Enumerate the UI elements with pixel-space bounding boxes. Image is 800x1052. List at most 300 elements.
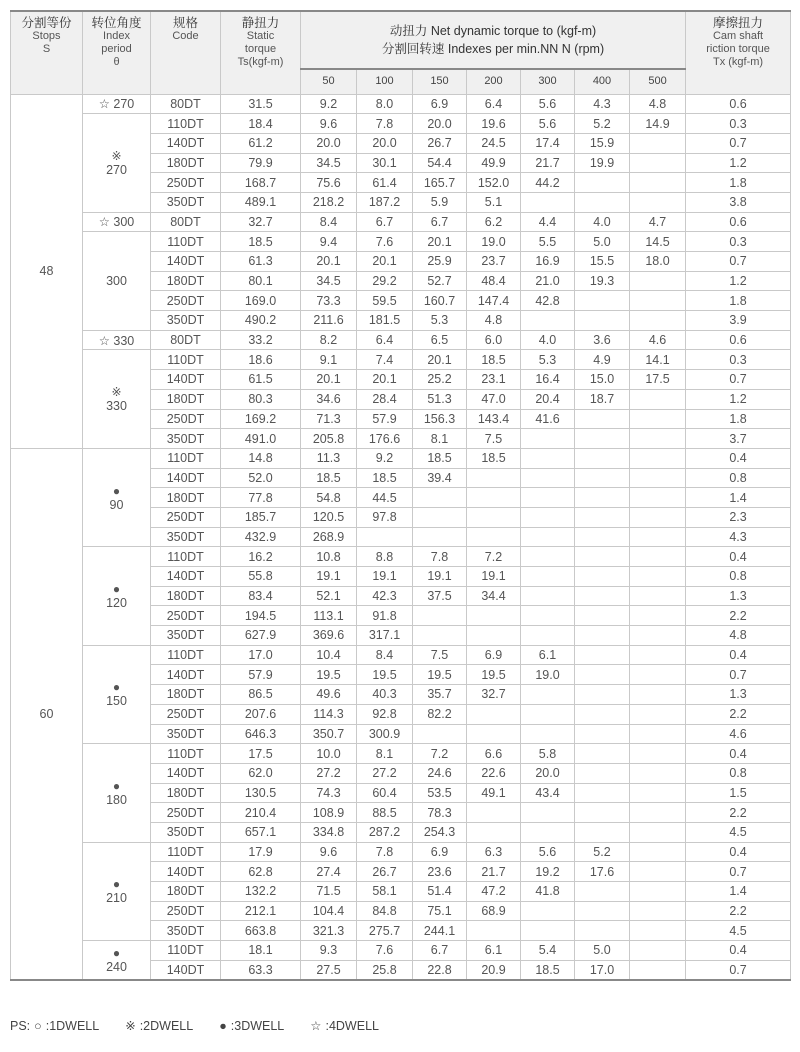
code-cell: 250DT bbox=[151, 409, 221, 429]
rpm-300-cell bbox=[521, 685, 575, 705]
friction-torque-cell: 0.7 bbox=[686, 960, 791, 980]
rpm-400-cell bbox=[575, 763, 630, 783]
rpm-300-cell: 18.5 bbox=[521, 960, 575, 980]
rpm-50-cell: 8.2 bbox=[301, 330, 357, 350]
rpm-150-cell: 35.7 bbox=[413, 685, 467, 705]
index-header-cn: 转位角度 bbox=[91, 16, 142, 30]
rpm-500-cell bbox=[630, 448, 686, 468]
rpm-150-cell: 6.7 bbox=[413, 941, 467, 961]
friction-torque-cell: 2.2 bbox=[686, 901, 791, 921]
rpm-150-cell: 53.5 bbox=[413, 783, 467, 803]
rpm-200-cell: 49.9 bbox=[467, 153, 521, 173]
code-cell: 110DT bbox=[151, 547, 221, 567]
rpm-500-cell bbox=[630, 803, 686, 823]
friction-torque-cell: 4.5 bbox=[686, 921, 791, 941]
rpm-100-cell: 7.6 bbox=[357, 232, 413, 252]
rpm-100-cell: 84.8 bbox=[357, 901, 413, 921]
rpm-500-cell bbox=[630, 960, 686, 980]
rpm-100-cell: 88.5 bbox=[357, 803, 413, 823]
rpm-300-cell bbox=[521, 803, 575, 823]
code-cell: 180DT bbox=[151, 271, 221, 291]
rpm-100-cell: 6.7 bbox=[357, 212, 413, 232]
friction-torque-cell: 2.3 bbox=[686, 507, 791, 527]
table-row bbox=[11, 842, 791, 862]
table-row bbox=[11, 94, 791, 114]
rpm-200-cell: 19.0 bbox=[467, 232, 521, 252]
rpm-150-cell: 7.2 bbox=[413, 744, 467, 764]
rpm-100-cell: 30.1 bbox=[357, 153, 413, 173]
friction-torque-cell: 1.3 bbox=[686, 685, 791, 705]
static-torque-cell: 212.1 bbox=[221, 901, 301, 921]
index-angle-value: 270 bbox=[106, 162, 127, 177]
rpm-100-cell: 29.2 bbox=[357, 271, 413, 291]
rpm-50-cell: 104.4 bbox=[301, 901, 357, 921]
rpm-150-cell: 18.5 bbox=[413, 448, 467, 468]
code-header-en: Code bbox=[172, 30, 199, 42]
rpm-50-cell: 9.2 bbox=[301, 94, 357, 114]
rpm-100-cell: 300.9 bbox=[357, 724, 413, 744]
code-cell: 250DT bbox=[151, 803, 221, 823]
rpm-150-cell: 6.7 bbox=[413, 212, 467, 232]
static-torque-cell: 31.5 bbox=[221, 94, 301, 114]
rpm-100-cell: 19.1 bbox=[357, 567, 413, 587]
rpm-150-cell: 26.7 bbox=[413, 133, 467, 153]
rpm-50-cell: 34.6 bbox=[301, 389, 357, 409]
rpm-150-cell: 254.3 bbox=[413, 822, 467, 842]
stops-header-symbol: S bbox=[42, 43, 51, 55]
rpm-400-cell bbox=[575, 173, 630, 193]
rpm-300-cell: 21.7 bbox=[521, 153, 575, 173]
rpm-400-cell: 5.0 bbox=[575, 941, 630, 961]
rpm-150-cell: 6.9 bbox=[413, 842, 467, 862]
friction-torque-cell: 1.4 bbox=[686, 488, 791, 508]
rpm-300-cell: 5.3 bbox=[521, 350, 575, 370]
rpm-300-cell: 20.4 bbox=[521, 389, 575, 409]
rpm-50-cell: 54.8 bbox=[301, 488, 357, 508]
rpm-150-cell: 51.4 bbox=[413, 882, 467, 902]
rpm-100-cell: 60.4 bbox=[357, 783, 413, 803]
friction-torque-cell: 1.3 bbox=[686, 586, 791, 606]
rpm-400-cell: 3.6 bbox=[575, 330, 630, 350]
code-cell: 350DT bbox=[151, 311, 221, 331]
rpm-400-cell bbox=[575, 429, 630, 449]
rpm-300-cell: 4.0 bbox=[521, 330, 575, 350]
rpm-400-cell: 15.0 bbox=[575, 370, 630, 390]
rpm-400-cell bbox=[575, 527, 630, 547]
rpm-200-cell: 68.9 bbox=[467, 901, 521, 921]
rpm-150-cell: 20.0 bbox=[413, 114, 467, 134]
friction-torque-cell: 3.7 bbox=[686, 429, 791, 449]
rpm-200-cell: 23.1 bbox=[467, 370, 521, 390]
static-header-unit: Ts(kgf-m) bbox=[237, 56, 284, 68]
dwell-3-symbol: ● bbox=[112, 778, 121, 793]
rpm-400-cell bbox=[575, 291, 630, 311]
rpm-500-cell bbox=[630, 488, 686, 508]
static-torque-cell: 86.5 bbox=[221, 685, 301, 705]
static-torque-cell: 132.2 bbox=[221, 882, 301, 902]
code-cell: 140DT bbox=[151, 252, 221, 272]
rpm-50-cell: 10.0 bbox=[301, 744, 357, 764]
rpm-150-cell: 23.6 bbox=[413, 862, 467, 882]
static-torque-cell: 18.1 bbox=[221, 941, 301, 961]
index-angle-cell bbox=[83, 114, 151, 212]
code-cell: 140DT bbox=[151, 567, 221, 587]
code-cell: 140DT bbox=[151, 370, 221, 390]
code-cell: 180DT bbox=[151, 389, 221, 409]
friction-torque-cell: 4.3 bbox=[686, 527, 791, 547]
rpm-50-cell: 49.6 bbox=[301, 685, 357, 705]
rpm-300-cell: 43.4 bbox=[521, 783, 575, 803]
static-torque-cell: 18.4 bbox=[221, 114, 301, 134]
rpm-400-cell bbox=[575, 665, 630, 685]
rpm-300-cell bbox=[521, 586, 575, 606]
rpm-150-cell: 20.1 bbox=[413, 350, 467, 370]
rpm-50-cell: 9.6 bbox=[301, 114, 357, 134]
rpm-400-cell bbox=[575, 409, 630, 429]
code-cell: 180DT bbox=[151, 586, 221, 606]
rpm-300-cell bbox=[521, 507, 575, 527]
rpm-100-cell: 181.5 bbox=[357, 311, 413, 331]
rpm-50-cell: 9.6 bbox=[301, 842, 357, 862]
code-cell: 140DT bbox=[151, 862, 221, 882]
rpm-100-cell: 317.1 bbox=[357, 626, 413, 646]
rpm-200-cell bbox=[467, 626, 521, 646]
rpm-200-cell: 152.0 bbox=[467, 173, 521, 193]
rpm-50-cell: 75.6 bbox=[301, 173, 357, 193]
table-row bbox=[11, 448, 791, 468]
rpm-400-cell bbox=[575, 448, 630, 468]
rpm-150-cell: 20.1 bbox=[413, 232, 467, 252]
friction-torque-cell: 1.2 bbox=[686, 389, 791, 409]
table-row bbox=[11, 212, 791, 232]
rpm-100-cell: 8.1 bbox=[357, 744, 413, 764]
rpm-50-cell: 52.1 bbox=[301, 586, 357, 606]
code-cell: 250DT bbox=[151, 173, 221, 193]
code-header-cn: 规格 bbox=[172, 16, 198, 30]
code-cell: 180DT bbox=[151, 685, 221, 705]
friction-torque-cell: 1.5 bbox=[686, 783, 791, 803]
rpm-200-cell: 47.0 bbox=[467, 389, 521, 409]
code-header bbox=[151, 11, 221, 94]
rpm-300-cell: 16.9 bbox=[521, 252, 575, 272]
rpm-50-cell: 19.1 bbox=[301, 567, 357, 587]
rpm-500-cell bbox=[630, 783, 686, 803]
friction-torque-cell: 0.8 bbox=[686, 468, 791, 488]
index-angle-cell bbox=[83, 350, 151, 448]
rpm-500-cell bbox=[630, 547, 686, 567]
friction-torque-cell: 0.6 bbox=[686, 212, 791, 232]
rpm-100-cell: 27.2 bbox=[357, 763, 413, 783]
static-torque-cell: 62.8 bbox=[221, 862, 301, 882]
table-row bbox=[11, 330, 791, 350]
rpm-500-cell bbox=[630, 527, 686, 547]
rpm-150-cell: 7.8 bbox=[413, 547, 467, 567]
friction-torque-cell: 0.4 bbox=[686, 547, 791, 567]
friction-torque-cell: 0.4 bbox=[686, 744, 791, 764]
static-torque-cell: 210.4 bbox=[221, 803, 301, 823]
friction-torque-cell: 0.4 bbox=[686, 842, 791, 862]
dot-icon: ● bbox=[219, 1019, 227, 1033]
rpm-200-cell: 19.5 bbox=[467, 665, 521, 685]
index-header-en1: Index bbox=[103, 30, 130, 42]
index-header-symbol: θ bbox=[113, 56, 120, 68]
rpm-50-cell: 369.6 bbox=[301, 626, 357, 646]
rpm-150-cell: 75.1 bbox=[413, 901, 467, 921]
rpm-400-cell bbox=[575, 567, 630, 587]
rpm-200-cell: 18.5 bbox=[467, 448, 521, 468]
rpm-200-cell: 23.7 bbox=[467, 252, 521, 272]
asterisk-icon: ※ bbox=[125, 1019, 136, 1033]
rpm-300-cell: 16.4 bbox=[521, 370, 575, 390]
rpm-500-cell: 4.7 bbox=[630, 212, 686, 232]
rpm-100-cell: 20.1 bbox=[357, 370, 413, 390]
static-torque-cell: 80.1 bbox=[221, 271, 301, 291]
rpm-400-cell: 4.3 bbox=[575, 94, 630, 114]
static-torque-cell: 663.8 bbox=[221, 921, 301, 941]
friction-torque-cell: 0.4 bbox=[686, 941, 791, 961]
code-cell: 110DT bbox=[151, 744, 221, 764]
rpm-100-cell: 8.8 bbox=[357, 547, 413, 567]
code-cell: 350DT bbox=[151, 724, 221, 744]
rpm-500-cell bbox=[630, 606, 686, 626]
rpm-50-cell: 20.1 bbox=[301, 370, 357, 390]
rpm-50-cell: 10.4 bbox=[301, 645, 357, 665]
index-header-en2: period bbox=[101, 43, 132, 55]
static-torque-cell: 18.6 bbox=[221, 350, 301, 370]
rpm-300-cell bbox=[521, 488, 575, 508]
friction-torque-cell: 0.7 bbox=[686, 862, 791, 882]
rpm-100-cell: 8.0 bbox=[357, 94, 413, 114]
rpm-150-cell bbox=[413, 527, 467, 547]
friction-torque-cell: 0.6 bbox=[686, 330, 791, 350]
index-angle-value: 180 bbox=[106, 792, 127, 807]
static-torque-cell: 61.2 bbox=[221, 133, 301, 153]
rpm-50-cell: 114.3 bbox=[301, 704, 357, 724]
rpm-500-cell bbox=[630, 941, 686, 961]
rpm-200-cell: 5.1 bbox=[467, 192, 521, 212]
rpm-50-cell: 9.4 bbox=[301, 232, 357, 252]
dwell-2-symbol: ※ bbox=[111, 385, 122, 400]
circle-icon: ○ bbox=[34, 1019, 42, 1033]
static-header-en1: Static bbox=[246, 30, 275, 42]
static-header-cn: 静扭力 bbox=[241, 16, 280, 30]
rpm-500-cell: 17.5 bbox=[630, 370, 686, 390]
code-cell: 140DT bbox=[151, 665, 221, 685]
rpm-500-cell bbox=[630, 429, 686, 449]
rpm-100-cell: 7.4 bbox=[357, 350, 413, 370]
speed-header-500: 500 bbox=[630, 69, 686, 94]
rpm-150-cell: 7.5 bbox=[413, 645, 467, 665]
rpm-100-cell: 6.4 bbox=[357, 330, 413, 350]
code-cell: 250DT bbox=[151, 901, 221, 921]
rpm-50-cell: 120.5 bbox=[301, 507, 357, 527]
rpm-300-cell: 5.6 bbox=[521, 114, 575, 134]
rpm-200-cell: 20.9 bbox=[467, 960, 521, 980]
table-row bbox=[11, 350, 791, 370]
static-torque-cell: 17.9 bbox=[221, 842, 301, 862]
rpm-150-cell: 19.1 bbox=[413, 567, 467, 587]
friction-torque-cell: 0.7 bbox=[686, 252, 791, 272]
table-header bbox=[11, 11, 791, 94]
rpm-300-cell bbox=[521, 448, 575, 468]
rpm-400-cell: 5.2 bbox=[575, 842, 630, 862]
rpm-200-cell: 7.2 bbox=[467, 547, 521, 567]
rpm-200-cell: 24.5 bbox=[467, 133, 521, 153]
static-torque-cell: 61.5 bbox=[221, 370, 301, 390]
rpm-500-cell: 14.5 bbox=[630, 232, 686, 252]
rpm-500-cell bbox=[630, 645, 686, 665]
rpm-100-cell: 18.5 bbox=[357, 468, 413, 488]
dwell-3-symbol: ● bbox=[112, 582, 121, 597]
rpm-200-cell bbox=[467, 704, 521, 724]
index-angle-value: 150 bbox=[106, 694, 127, 709]
static-torque-cell: 17.5 bbox=[221, 744, 301, 764]
speed-header-400: 400 bbox=[575, 69, 630, 94]
rpm-100-cell: 7.8 bbox=[357, 114, 413, 134]
rpm-300-cell: 5.4 bbox=[521, 941, 575, 961]
friction-header-en2: riction torque bbox=[706, 43, 770, 55]
rpm-100-cell: 7.6 bbox=[357, 941, 413, 961]
rpm-50-cell: 27.4 bbox=[301, 862, 357, 882]
static-torque-cell: 62.0 bbox=[221, 763, 301, 783]
rpm-50-cell: 34.5 bbox=[301, 153, 357, 173]
rpm-50-cell: 71.3 bbox=[301, 409, 357, 429]
rpm-500-cell: 18.0 bbox=[630, 252, 686, 272]
rpm-500-cell bbox=[630, 724, 686, 744]
index-angle-cell bbox=[83, 744, 151, 842]
rpm-300-cell bbox=[521, 822, 575, 842]
index-angle-cell: ☆ 330 bbox=[83, 330, 151, 350]
static-torque-cell: 490.2 bbox=[221, 311, 301, 331]
rpm-300-cell: 19.2 bbox=[521, 862, 575, 882]
rpm-50-cell: 218.2 bbox=[301, 192, 357, 212]
code-cell: 180DT bbox=[151, 488, 221, 508]
rpm-400-cell bbox=[575, 744, 630, 764]
rpm-150-cell: 165.7 bbox=[413, 173, 467, 193]
friction-torque-cell: 4.6 bbox=[686, 724, 791, 744]
rpm-50-cell: 8.4 bbox=[301, 212, 357, 232]
rpm-200-cell bbox=[467, 724, 521, 744]
rpm-400-cell bbox=[575, 645, 630, 665]
rpm-50-cell: 10.8 bbox=[301, 547, 357, 567]
rpm-100-cell: 59.5 bbox=[357, 291, 413, 311]
rpm-200-cell: 34.4 bbox=[467, 586, 521, 606]
rpm-50-cell: 20.1 bbox=[301, 252, 357, 272]
rpm-150-cell: 6.9 bbox=[413, 94, 467, 114]
rpm-50-cell: 11.3 bbox=[301, 448, 357, 468]
rpm-50-cell: 113.1 bbox=[301, 606, 357, 626]
rpm-300-cell bbox=[521, 429, 575, 449]
friction-torque-cell: 0.3 bbox=[686, 114, 791, 134]
rpm-150-cell: 51.3 bbox=[413, 389, 467, 409]
friction-torque-cell: 3.9 bbox=[686, 311, 791, 331]
friction-torque-cell: 0.8 bbox=[686, 567, 791, 587]
rpm-200-cell bbox=[467, 803, 521, 823]
rpm-500-cell: 4.8 bbox=[630, 94, 686, 114]
dwell-3-symbol: ● bbox=[112, 877, 121, 892]
rpm-50-cell: 27.2 bbox=[301, 763, 357, 783]
rpm-200-cell: 19.6 bbox=[467, 114, 521, 134]
dynamic-header-line2: 分割回转速 Indexes per min.NN N (rpm) bbox=[381, 41, 605, 56]
static-torque-cell: 61.3 bbox=[221, 252, 301, 272]
rpm-200-cell: 32.7 bbox=[467, 685, 521, 705]
index-angle-cell bbox=[83, 448, 151, 546]
code-cell: 110DT bbox=[151, 232, 221, 252]
friction-torque-cell: 1.8 bbox=[686, 173, 791, 193]
rpm-200-cell: 6.4 bbox=[467, 94, 521, 114]
legend-label: :2DWELL bbox=[139, 1019, 194, 1033]
static-torque-cell: 16.2 bbox=[221, 547, 301, 567]
static-torque-cell: 18.5 bbox=[221, 232, 301, 252]
rpm-300-cell bbox=[521, 626, 575, 646]
legend bbox=[10, 1018, 383, 1033]
rpm-100-cell: 61.4 bbox=[357, 173, 413, 193]
torque-spec-table bbox=[10, 10, 791, 981]
rpm-400-cell bbox=[575, 547, 630, 567]
table-body bbox=[11, 94, 791, 980]
rpm-400-cell: 19.3 bbox=[575, 271, 630, 291]
rpm-300-cell: 42.8 bbox=[521, 291, 575, 311]
rpm-100-cell: 40.3 bbox=[357, 685, 413, 705]
rpm-300-cell: 4.4 bbox=[521, 212, 575, 232]
rpm-300-cell bbox=[521, 921, 575, 941]
static-torque-cell: 169.0 bbox=[221, 291, 301, 311]
rpm-200-cell: 48.4 bbox=[467, 271, 521, 291]
rpm-500-cell bbox=[630, 173, 686, 193]
rpm-400-cell bbox=[575, 685, 630, 705]
rpm-400-cell bbox=[575, 704, 630, 724]
rpm-300-cell bbox=[521, 311, 575, 331]
rpm-400-cell bbox=[575, 783, 630, 803]
speed-header-300: 300 bbox=[521, 69, 575, 94]
rpm-300-cell bbox=[521, 724, 575, 744]
rpm-100-cell: 92.8 bbox=[357, 704, 413, 724]
rpm-300-cell bbox=[521, 527, 575, 547]
static-torque-cell: 52.0 bbox=[221, 468, 301, 488]
legend-prefix: PS: bbox=[10, 1019, 31, 1033]
rpm-200-cell: 21.7 bbox=[467, 862, 521, 882]
rpm-500-cell bbox=[630, 704, 686, 724]
rpm-200-cell: 4.8 bbox=[467, 311, 521, 331]
index-angle-value: 330 bbox=[106, 399, 127, 414]
rpm-150-cell: 24.6 bbox=[413, 763, 467, 783]
code-cell: 110DT bbox=[151, 350, 221, 370]
rpm-500-cell bbox=[630, 882, 686, 902]
rpm-150-cell: 39.4 bbox=[413, 468, 467, 488]
rpm-150-cell: 25.2 bbox=[413, 370, 467, 390]
rpm-50-cell: 268.9 bbox=[301, 527, 357, 547]
index-angle-value: 120 bbox=[106, 596, 127, 611]
code-cell: 80DT bbox=[151, 212, 221, 232]
rpm-500-cell bbox=[630, 192, 686, 212]
rpm-500-cell bbox=[630, 763, 686, 783]
code-cell: 350DT bbox=[151, 921, 221, 941]
rpm-200-cell bbox=[467, 921, 521, 941]
rpm-200-cell bbox=[467, 468, 521, 488]
code-cell: 250DT bbox=[151, 606, 221, 626]
rpm-50-cell: 19.5 bbox=[301, 665, 357, 685]
rpm-300-cell: 21.0 bbox=[521, 271, 575, 291]
static-torque-cell: 79.9 bbox=[221, 153, 301, 173]
rpm-50-cell: 27.5 bbox=[301, 960, 357, 980]
rpm-400-cell: 15.5 bbox=[575, 252, 630, 272]
rpm-300-cell: 41.8 bbox=[521, 882, 575, 902]
static-torque-cell: 130.5 bbox=[221, 783, 301, 803]
rpm-150-cell: 82.2 bbox=[413, 704, 467, 724]
static-torque-cell: 55.8 bbox=[221, 567, 301, 587]
legend-label: :4DWELL bbox=[325, 1019, 379, 1033]
rpm-400-cell: 4.9 bbox=[575, 350, 630, 370]
